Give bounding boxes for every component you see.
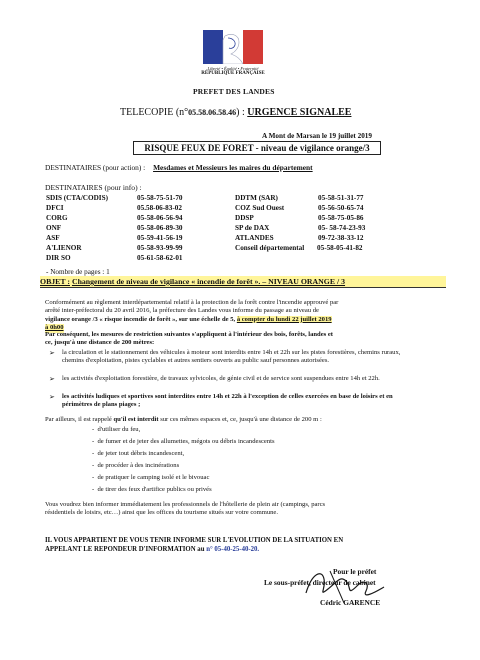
dash-item: - de tirer des feux d'artifice publics ou privés <box>92 486 212 493</box>
para-last-line: résidentiels de loisirs, etc…) ainsi que les offices du tourisme situés sur votre commune. <box>45 509 278 517</box>
paragraph-restrictions <box>45 331 430 348</box>
telecopie-prefix: TELECOPIE (n° <box>120 107 189 118</box>
info-left-number: 05-58-93-99-99 <box>137 244 183 252</box>
dash-text: de pratiquer le camping isolé et le bivouac <box>97 474 210 481</box>
risk-box: RISQUE FEUX DE FORET - niveau de vigilance orange/3 <box>133 141 381 155</box>
info-left-number: 05-58-06-89-30 <box>137 224 183 232</box>
bullet-text: les activités ludiques et sportives sont interdites entre 14h et 22h à l'exception de celles exercées en base de loisirs et en périmètres de plans piages ; <box>62 393 393 409</box>
fire-intro-b: qu'il est interdit <box>113 416 159 423</box>
info-left-number: 05-59-41-56-19 <box>137 234 183 242</box>
para2-line: Par conséquent, les mesures de restriction suivantes s'appliquent à l'intérieur des bois, forêts, landes et <box>45 331 333 338</box>
signature-line-2: Le sous-préfet, directeur de cabinet <box>264 578 376 587</box>
para2-line: ce, jusqu'à une distance de 200 mètres: <box>45 339 155 347</box>
info-left-name: A'LIENOR <box>46 244 82 252</box>
dash-text: de procéder à des incinérations <box>97 462 180 469</box>
prefecture-title: PREFET DES LANDES <box>193 87 275 96</box>
para1-line: Conformément au règlement interdépartemental relatif à la protection de la forêt contre l'incendie approuvé par <box>45 299 339 306</box>
dash-item: - de procéder à des incinérations <box>92 462 180 469</box>
paragraph-information <box>45 501 425 517</box>
objet-text: Changement de niveau de vigilance « incendie de forêt ». – NIVEAU ORANGE / 3 <box>71 277 346 286</box>
logo-republic: RÉPUBLIQUE FRANÇAISE <box>201 71 265 76</box>
info-right-name: DDSP <box>235 214 254 222</box>
dash-item: - de fumer et de jeter des allumettes, mégots ou débris incandescents <box>92 438 275 445</box>
paragraph-interdictions <box>45 416 430 424</box>
dash-text: de jeter tout débris incandescent, <box>97 450 185 457</box>
para1-line: arrêté inter-préfectoral du 20 avril 2016, la préfecture des Landes vous informe du passage au niveau de <box>45 307 319 315</box>
info-left-name: CORG <box>46 214 68 222</box>
destinataires-info-label: DESTINATAIRES (pour info) : <box>45 183 142 192</box>
info-right-name: SP de DAX <box>235 224 270 232</box>
info-left-number: 05-58-06-56-94 <box>137 214 183 222</box>
para1-line: vigilance orange /3 « risque incendie de forêt », sur une échelle de 5, <box>45 315 237 323</box>
fire-intro-c: sur ces mêmes espaces et, ce, jusqu'à une distance de 200 m : <box>158 416 322 423</box>
fire-intro-a: Par ailleurs, il est rappelé <box>45 416 114 423</box>
dash-text: de fumer et de jeter des allumettes, mégots ou débris incandescents <box>97 438 275 445</box>
info-right-number: 05-58-51-31-77 <box>318 194 364 202</box>
paragraph-reglement <box>45 299 425 333</box>
repondeur-notice <box>45 537 445 555</box>
info-left-name: DIR SO <box>46 254 71 262</box>
telecopie-suffix: ) : <box>236 107 248 118</box>
info-left-name: ASF <box>46 234 60 242</box>
repondeur-line: APPELANT LE REPONDEUR D'INFORMATION au <box>45 545 207 553</box>
nombre-pages: - Nombre de pages : 1 <box>46 268 110 276</box>
info-right-name: COZ Sud Ouest <box>235 204 285 212</box>
dash-item: - de pratiquer le camping isolé et le bivouac <box>92 474 210 481</box>
info-left-name: DFCI <box>46 204 64 212</box>
document-date: A Mont de Marsan le 19 juillet 2019 <box>262 132 372 140</box>
info-left-name: ONF <box>46 224 62 232</box>
arrow-bullet-icon: ➢ <box>49 375 55 383</box>
repondeur-line: IL VOUS APPARTIENT DE VOUS TENIR INFORME SUR L'EVOLUTION DE LA SITUATION EN <box>45 537 344 544</box>
para1-date: à compter du lundi 22 juillet 2019 <box>236 315 332 323</box>
info-right-name: DDTM (SAR) <box>235 194 278 202</box>
destinataires-action <box>45 163 313 172</box>
telecopie-header <box>120 107 351 118</box>
info-left-name: SDIS (CTA/CODIS) <box>46 194 108 202</box>
arrow-bullet-icon: ➢ <box>49 393 55 401</box>
bullet-text: la circulation et le stationnement des véhicules à moteur sont interdits entre 14h et 22h sur les pistes forestières, chemins ruraux, chemins d'exploitation, pistes cyclables et autres sentiers ouverts au public sauf personnes autorisées. <box>62 349 401 365</box>
dash-text: de tirer des feux d'artifice publics ou privés <box>97 486 212 493</box>
dash-item: - de jeter tout débris incandescent, <box>92 450 185 457</box>
telecopie-number: 05.58.06.58.46 <box>188 108 237 117</box>
urgent-label: URGENCE SIGNALEE <box>247 107 352 118</box>
objet-line <box>40 276 446 287</box>
info-right-name: Conseil départemental <box>235 244 305 252</box>
marianne-logo <box>203 30 263 64</box>
info-right-number: 05-58-05-41-82 <box>317 244 363 252</box>
info-right-number: 05- 58-74-23-93 <box>318 224 366 232</box>
para-last-line: Vous voudrez bien informer immédiatement les professionnels de l'hôtellerie de plein air (campings, parcs <box>45 501 326 508</box>
info-left-number: 05.58-06-83-02 <box>137 204 182 212</box>
logo-motto: Liberté • Égalité • Fraternité <box>207 66 259 71</box>
arrow-bullet-icon: ➢ <box>49 349 55 357</box>
info-right-number: 05-58-75-05-86 <box>318 214 364 222</box>
dash-text: d'utiliser du feu, <box>97 426 141 433</box>
dash-item: - d'utiliser du feu, <box>92 426 141 433</box>
info-right-number: 05-56-50-65-74 <box>318 204 364 212</box>
repondeur-number: n° 05-40-25-40-20. <box>206 545 260 553</box>
signature-line-1: Pour le préfet <box>333 567 377 576</box>
bullet-text: les activités d'exploitation forestière, de travaux sylvicoles, de génie civil et de service sont suspendues entre 14h et 22h. <box>62 375 380 382</box>
para1-time: à 0h00 <box>45 324 64 332</box>
info-left-number: 05-58-75-51-70 <box>137 194 183 202</box>
destinataires-action-value: Mesdames et Messieurs les maires du département <box>153 163 313 172</box>
info-right-number: 09-72-38-33-12 <box>318 234 364 242</box>
signatory-name: Cédric GARENCE <box>320 598 381 607</box>
info-left-number: 05-61-58-62-01 <box>137 254 183 262</box>
info-right-name: ATLANDES <box>235 234 274 242</box>
destinataires-action-label: DESTINATAIRES (pour action) : <box>45 163 146 172</box>
divider <box>40 287 446 288</box>
objet-label: OBJET : <box>40 277 70 286</box>
